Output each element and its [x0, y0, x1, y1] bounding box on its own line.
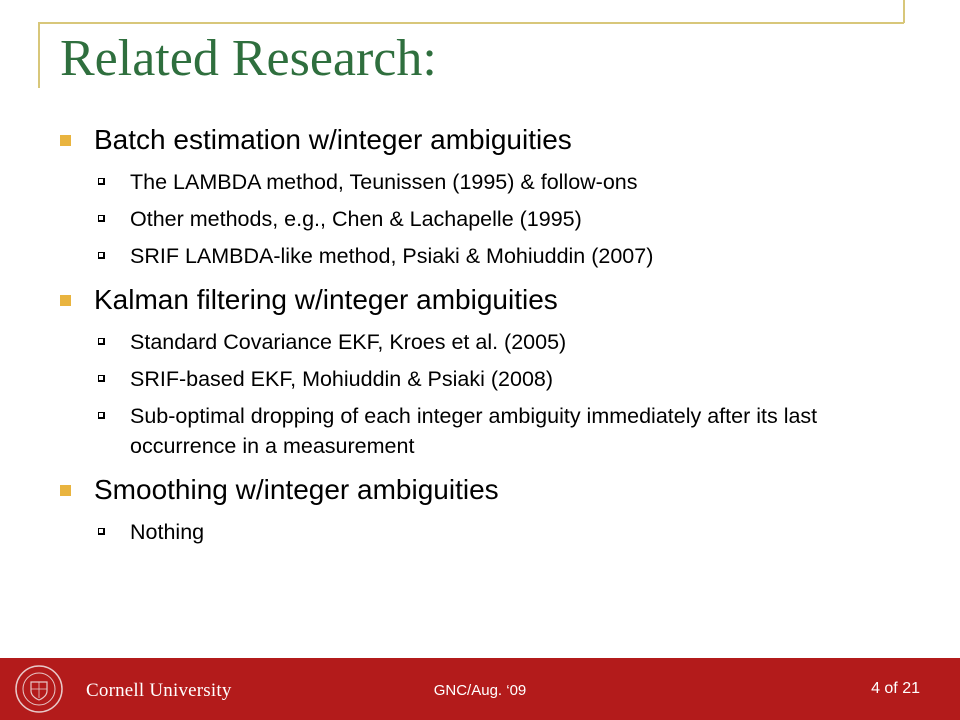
section-heading-text: Batch estimation w/integer ambiguities — [94, 124, 572, 155]
section-heading — [60, 120, 920, 160]
page-number: 4 of 21 — [871, 680, 920, 697]
list-item-text: SRIF LAMBDA-like method, Psiaki & Mohiuddin (2007) — [130, 244, 654, 268]
list-item-text: SRIF-based EKF, Mohiuddin & Psiaki (2008) — [130, 367, 554, 391]
section-heading-text: Smoothing w/integer ambiguities — [94, 474, 499, 505]
conference-label: GNC/Aug. ‘09 — [433, 682, 527, 699]
list-item-text: Nothing — [130, 520, 205, 544]
hollow-square-bullet-icon — [98, 215, 105, 222]
list-item — [60, 204, 920, 234]
square-bullet-icon — [60, 485, 71, 496]
square-bullet-icon — [60, 295, 71, 306]
slide-title: Related Research: — [60, 30, 437, 87]
list-item — [60, 401, 920, 461]
list-item-text: Other methods, e.g., Chen & Lachapelle (1995) — [130, 207, 582, 231]
list-item-text: Standard Covariance EKF, Kroes et al. (2005) — [130, 330, 567, 354]
list-item — [60, 327, 920, 357]
list-item — [60, 241, 920, 271]
university-wordmark: Cornell University — [86, 680, 232, 701]
list-item — [60, 517, 920, 547]
slide-content — [60, 120, 920, 547]
decorative-frame-left — [38, 22, 40, 88]
hollow-square-bullet-icon — [98, 412, 105, 419]
list-item — [60, 364, 920, 394]
list-item-text: Sub-optimal dropping of each integer ambiguity immediately after its last occurrence in a measurement — [130, 404, 818, 458]
decorative-frame-right — [903, 0, 905, 23]
section-heading-text: Kalman filtering w/integer ambiguities — [94, 284, 558, 315]
hollow-square-bullet-icon — [98, 528, 105, 535]
list-item-text: The LAMBDA method, Teunissen (1995) & follow-ons — [130, 170, 638, 194]
section-heading — [60, 280, 920, 320]
section-heading — [60, 470, 920, 510]
hollow-square-bullet-icon — [98, 375, 105, 382]
list-item — [60, 167, 920, 197]
hollow-square-bullet-icon — [98, 178, 105, 185]
square-bullet-icon — [60, 135, 71, 146]
decorative-frame-top — [38, 22, 904, 24]
hollow-square-bullet-icon — [98, 338, 105, 345]
footer-bar — [0, 658, 960, 720]
hollow-square-bullet-icon — [98, 252, 105, 259]
